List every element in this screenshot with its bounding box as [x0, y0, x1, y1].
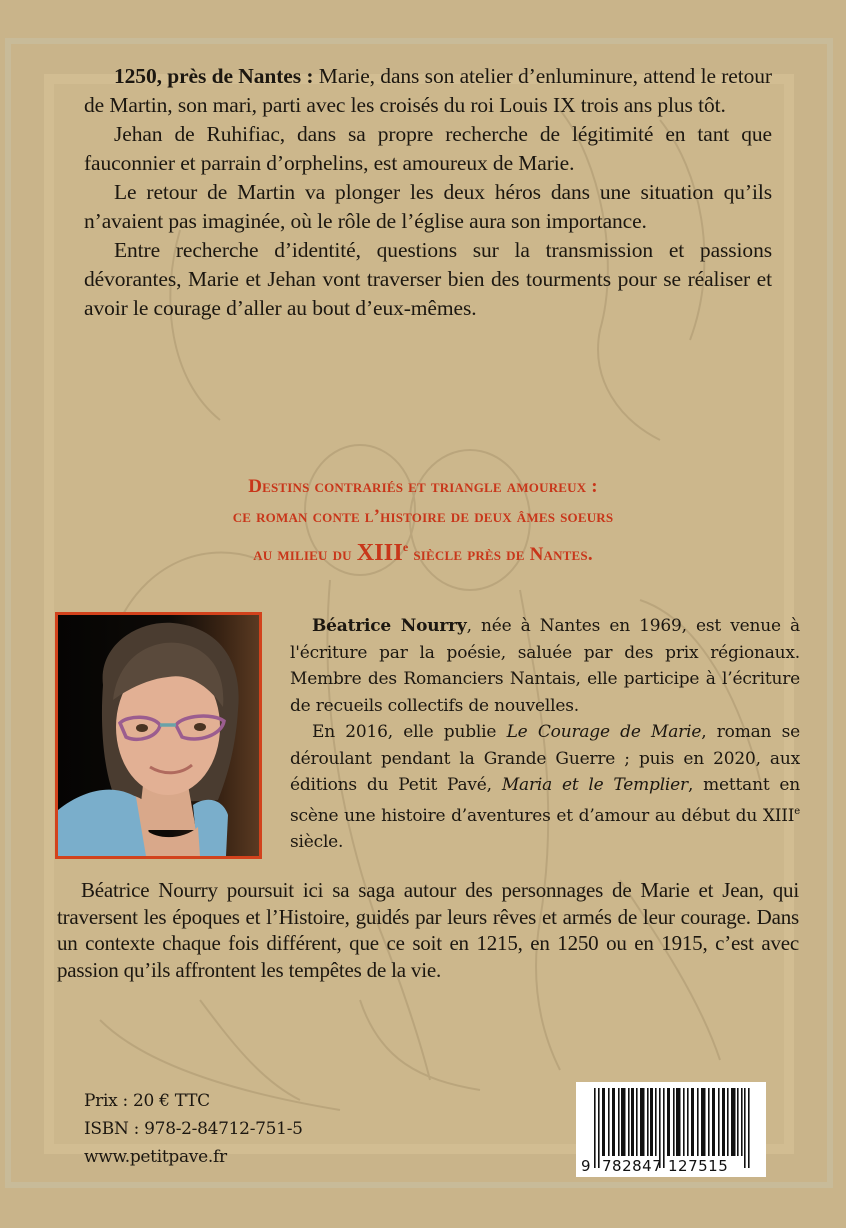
bio-text: , roman se déroulant pendant la Grande Guerre ; puis en 2020, aux éditions du Petit Pavé, [290, 722, 801, 795]
website-link[interactable]: www.petitpave.fr [84, 1147, 227, 1167]
tagline-superscript: e [402, 540, 409, 554]
summary-paragraph: Le retour de Martin va plonger les deux héros dans une situation qu’ils n’avaient pas imaginée, où le rôle de l’église aura son importance. [84, 180, 772, 233]
summary-lead: 1250, près de Nantes : [114, 64, 314, 88]
book-title: Le Courage de Marie [506, 722, 702, 742]
superscript: e [794, 805, 800, 817]
bio-text: En 2016, elle publie [312, 722, 507, 742]
barcode-first-digit: 9 [581, 1157, 591, 1175]
isbn: ISBN : 978-2-84712-751-5 [84, 1119, 303, 1139]
bio-text: , née à Nantes en 1969, est venue à l'écriture par la poésie, saluée par des prix régionaux. Membre des Romanciers Nantais, elle participe à l’écriture de recueils collectifs de nouvelles. [290, 616, 800, 716]
author-name: Béatrice Nourry [312, 616, 467, 636]
barcode-right-digits: 127515 [668, 1157, 729, 1175]
publication-info [84, 1087, 303, 1171]
barcode-left-digits: 782847 [602, 1157, 663, 1175]
tagline-line-1: Destins contrariés et triangle amoureux : [248, 476, 598, 497]
tagline-text: siècle près de Nantes. [408, 544, 593, 565]
book-title: Maria et le Templier [501, 775, 688, 795]
author-bio [290, 613, 800, 856]
summary-paragraph: Jehan de Ruhifiac, dans sa propre recherche de légitimité en tant que fauconnier et parrain d’orphelins, est amoureux de Marie. [84, 122, 772, 175]
tagline [80, 472, 766, 570]
portrait-icon [58, 615, 259, 856]
summary-paragraph: Entre recherche d’identité, questions sur la transmission et passions dévorantes, Marie et Jehan vont traverser bien des tourments pour se réaliser et avoir le courage d’aller au bout d’eux-mêmes. [84, 238, 772, 320]
isbn-barcode [576, 1082, 766, 1177]
tagline-line-3 [80, 532, 766, 570]
author-bio-continued [57, 877, 799, 983]
bio-text: , mettant en scène une histoire d’aventures et d’amour au début du XIII [290, 775, 800, 826]
tagline-line-2: ce roman conte l’histoire de deux âmes soeurs [232, 506, 614, 527]
bio-paragraph [290, 613, 800, 719]
barcode-icon [576, 1082, 766, 1177]
summary-text: Marie, dans son atelier d’enluminure, attend le retour de Martin, son mari, parti avec les croisés du roi Louis IX trois ans plus tôt. [84, 64, 772, 117]
bio-paragraph [290, 719, 800, 856]
tagline-century: XIII [356, 540, 403, 566]
book-summary [84, 62, 772, 323]
bio-paragraph: Béatrice Nourry poursuit ici sa saga autour des personnages de Marie et Jean, qui traversent les époques et l’Histoire, guidés par leurs rêves et armés de leur courage. Dans un contexte chaque fois différent, que ce soit en 1215, en 1250 ou en 1915, c’est avec passion qu’ils affrontent les tempêtes de la vie. [57, 878, 799, 982]
author-photo [55, 612, 262, 859]
summary-paragraph [84, 62, 772, 120]
price: Prix : 20 € TTC [84, 1091, 210, 1111]
tagline-text: au milieu du [253, 544, 357, 565]
bio-text: siècle. [290, 832, 344, 852]
